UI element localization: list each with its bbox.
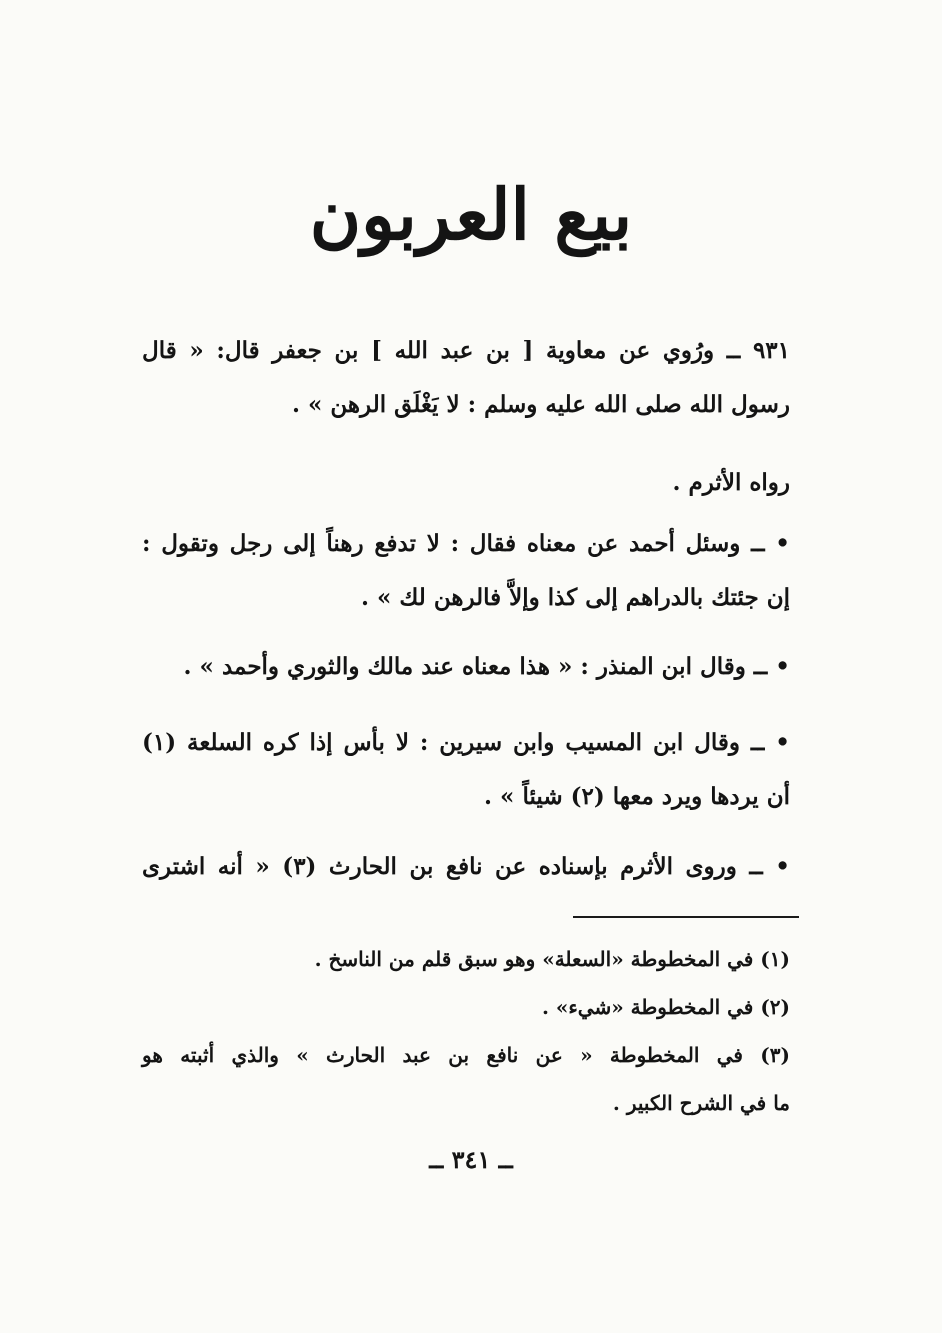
athram-paragraph [142, 840, 790, 894]
paragraph-line: • ــ وروى الأثرم بإسناده عن نافع بن الحارث (٣) « أنه اشترى [142, 853, 790, 880]
ibn-mundhir-paragraph [142, 640, 790, 694]
ibn-musayyib-paragraph [142, 716, 790, 824]
paragraph-line: • ــ وقال ابن المسيب وابن سيرين : لا بأس إذا كره السلعة (١) [142, 729, 790, 756]
chapter-title: بيع العربون [309, 173, 633, 256]
narration-paragraph [142, 456, 790, 510]
paragraph-line: • ــ وسئل أحمد عن معناه فقال : لا تدفع رهناً إلى رجل وتقول : [142, 530, 790, 557]
paragraph-line: • ــ وقال ابن المنذر : « هذا معناه عند مالك والثوري وأحمد » . [183, 653, 790, 680]
hadith-931-paragraph [142, 324, 790, 432]
footnote-3: (٣) في المخطوطة « عن نافع بن عبد الحارث » والذي أثبته هو [142, 1043, 790, 1067]
paragraph-line: رواه الأثرم . [672, 469, 790, 496]
paragraph-line: أن يردها ويرد معها (٢) شيئاً » . [484, 783, 790, 810]
ahmad-question-paragraph [142, 517, 790, 625]
footnotes [142, 935, 790, 1127]
page-number: ــ ٣٤١ ــ [429, 1145, 513, 1174]
paragraph-line: إن جئتك بالدراهم إلى كذا وإلاَّ فالرهن لك » . [361, 584, 790, 611]
footnote-3-continued: ما في الشرح الكبير . [612, 1091, 790, 1115]
footnote-2: (٢) في المخطوطة «شيء» . [541, 995, 790, 1019]
paragraph-line: ٩٣١ ــ ورُوي عن معاوية [ بن عبد الله ] بن جعفر قال: « قال [142, 337, 790, 364]
paragraph-line: رسول الله صلى الله عليه وسلم : لا يَغْلَق الرهن » . [292, 391, 790, 418]
footnote-1: (١) في المخطوطة «السعلة» وهو سبق قلم من الناسخ . [314, 947, 790, 971]
footnote-divider [573, 916, 799, 918]
